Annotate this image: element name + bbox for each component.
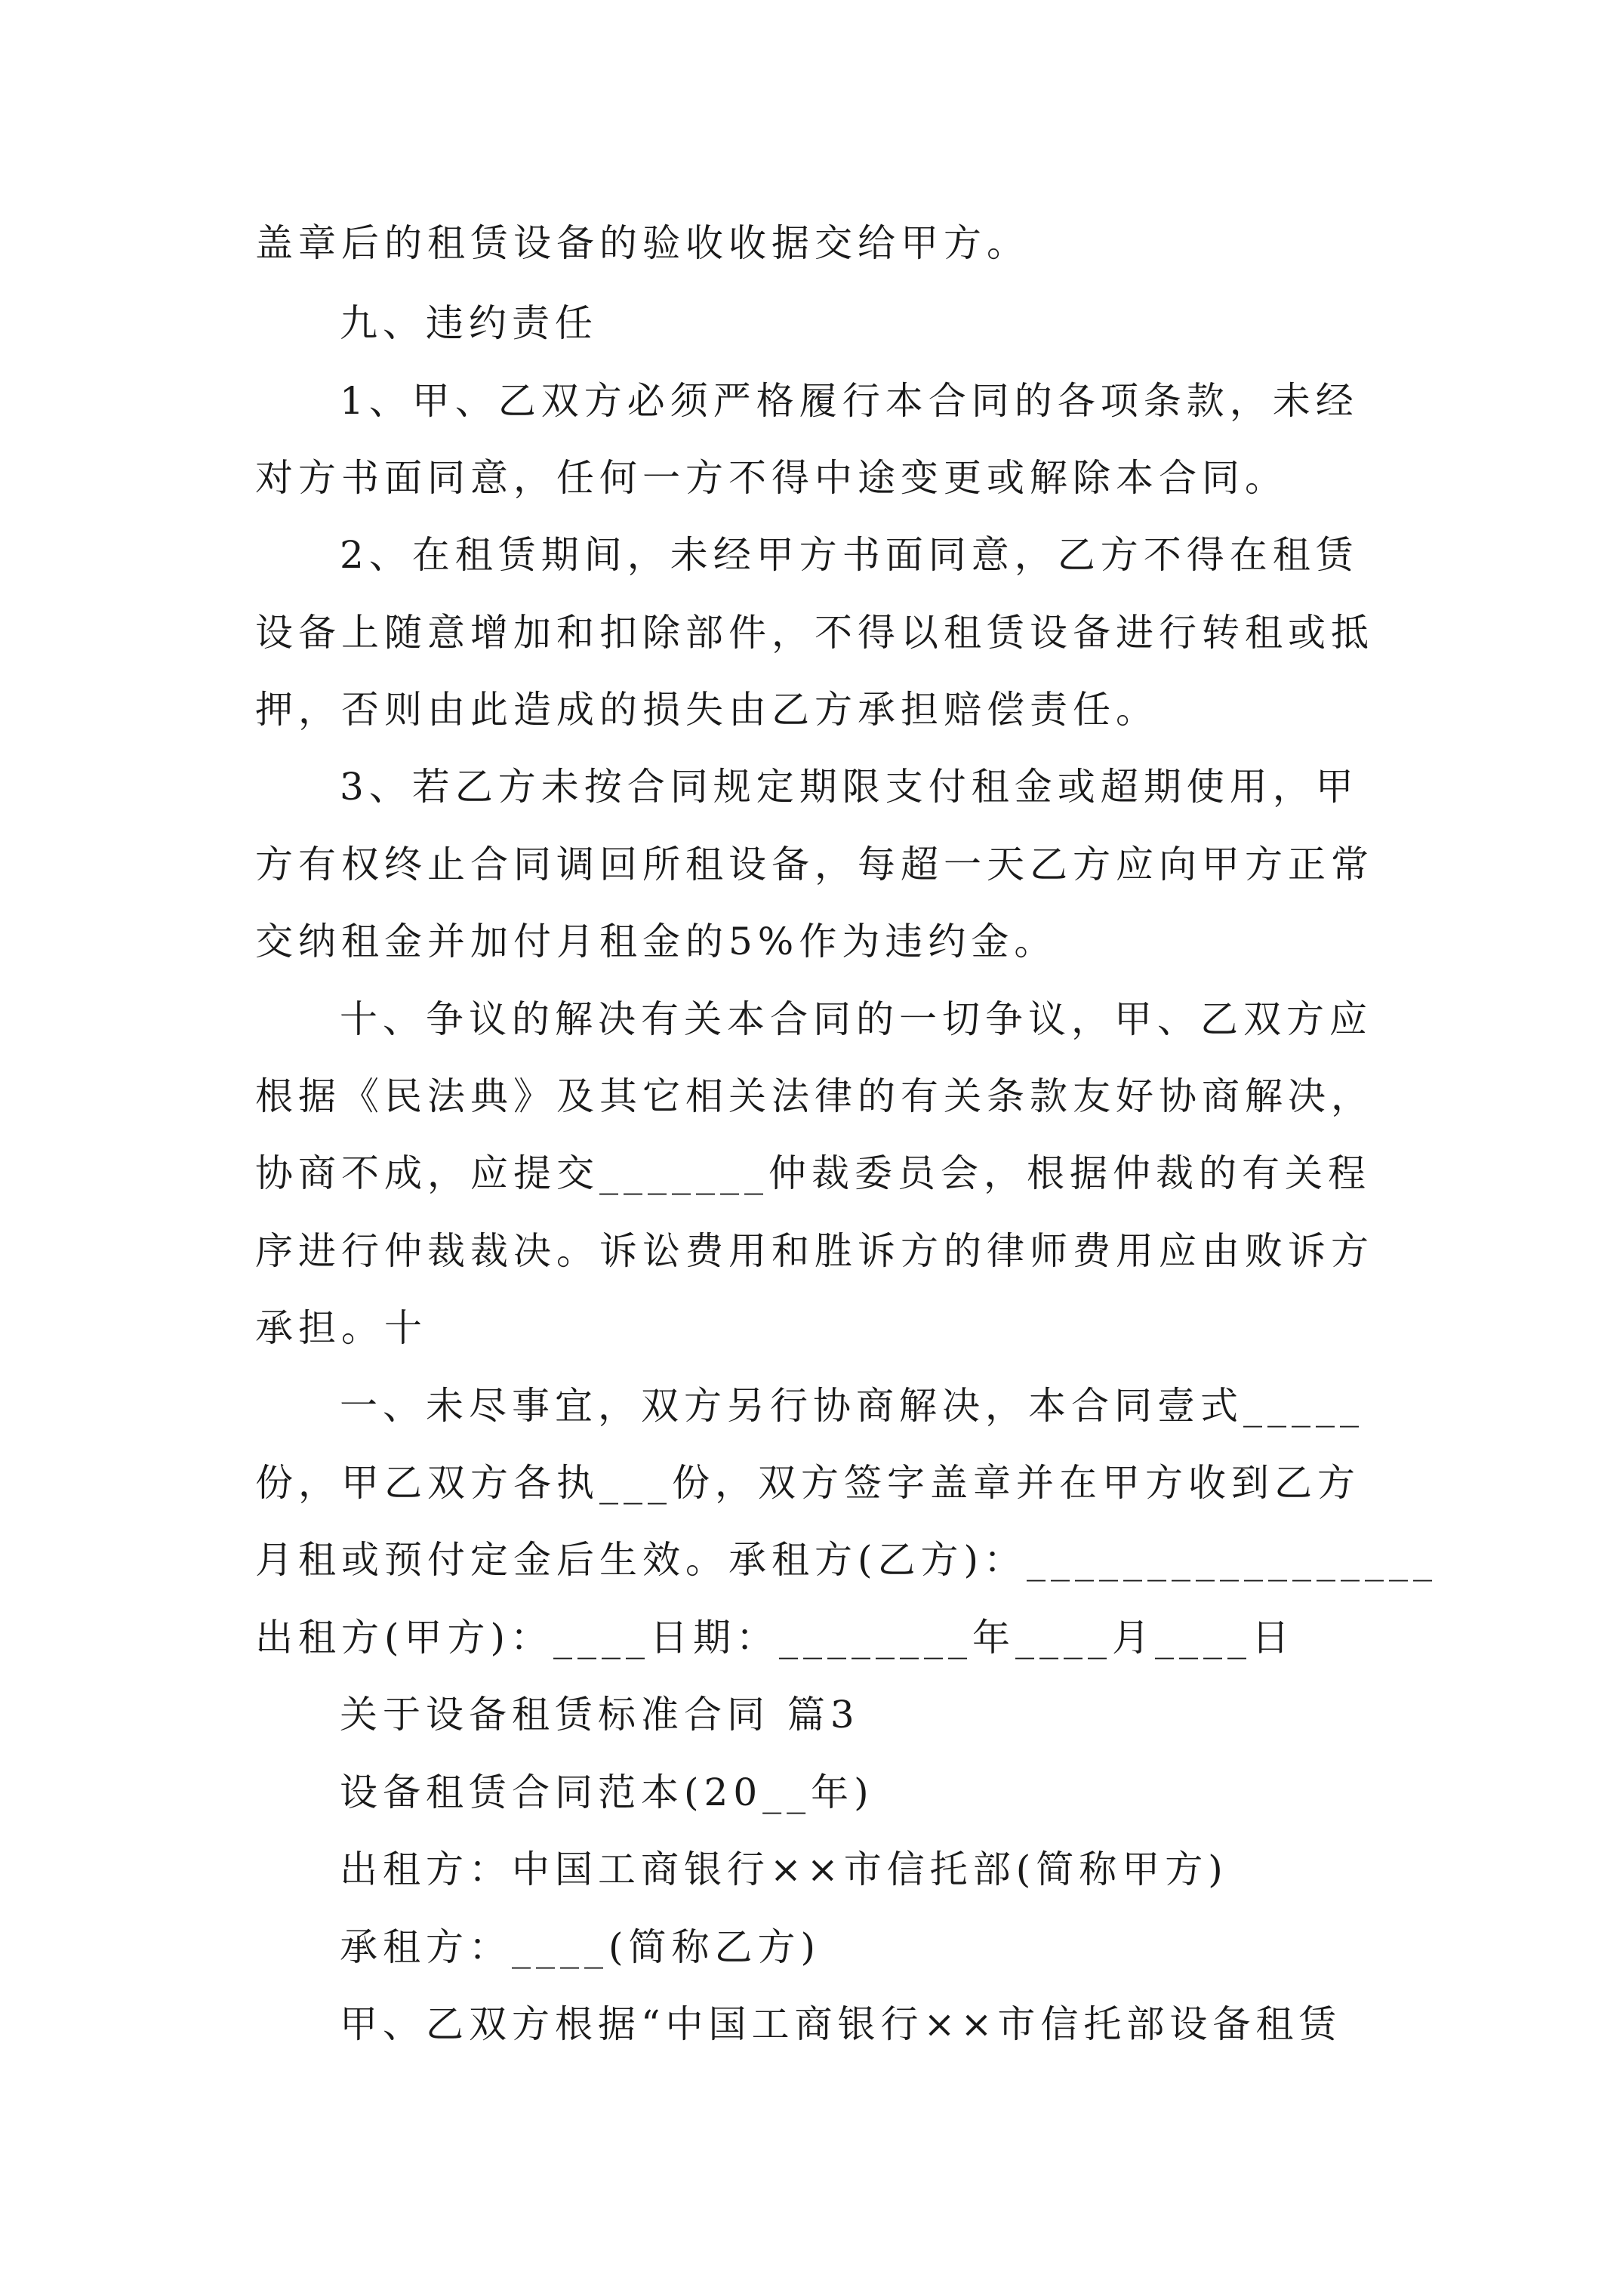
text-line: 十、争议的解决有关本合同的一切争议，甲、乙双方应 xyxy=(340,997,1372,1041)
text-line: 3、若乙方未按合同规定期限支付租金或超期使用，甲 xyxy=(340,765,1359,809)
text-line: 甲、乙双方根据“中国工商银行××市信托部设备租赁 xyxy=(340,2002,1342,2046)
section-heading: 九、违约责任 xyxy=(340,301,598,345)
text-line: 设备上随意增加和扣除部件，不得以租赁设备进行转租或抵 xyxy=(255,611,1374,655)
text-line: 月租或预付定金后生效。承租方(乙方)：_________________ xyxy=(255,1538,1438,1582)
text-line: 根据《民法典》及其它相关法律的有关条款友好协商解决， xyxy=(255,1074,1374,1118)
text-line: 序进行仲裁裁决。诉讼费用和胜诉方的律师费用应由败诉方 xyxy=(255,1229,1374,1273)
text-line: 一、未尽事宜，双方另行协商解决，本合同壹式_____ xyxy=(340,1384,1364,1428)
text-line: 盖章后的租赁设备的验收收据交给甲方。 xyxy=(255,221,1030,265)
text-line: 设备租赁合同范本(20__年) xyxy=(340,1771,874,1814)
text-line: 对方书面同意，任何一方不得中途变更或解除本合同。 xyxy=(255,456,1288,500)
text-line: 出租方(甲方)：____日期：________年____月____日 xyxy=(255,1616,1295,1660)
section-heading: 关于设备租赁标准合同 篇3 xyxy=(340,1693,860,1737)
text-line: 押，否则由此造成的损失由乙方承担赔偿责任。 xyxy=(255,688,1159,732)
text-line: 份，甲乙双方各执___份，双方签字盖章并在甲方收到乙方 xyxy=(255,1461,1360,1505)
text-line: 交纳租金并加付月租金的5%作为违约金。 xyxy=(255,920,1058,963)
text-line: 协商不成，应提交_______仲裁委员会，根据仲裁的有关程 xyxy=(255,1151,1371,1195)
text-line: 1、甲、乙双方必须严格履行本合同的各项条款，未经 xyxy=(340,379,1359,423)
text-line: 2、在租赁期间，未经甲方书面同意，乙方不得在租赁 xyxy=(340,533,1359,577)
text-line: 出租方：中国工商银行××市信托部(简称甲方) xyxy=(340,1848,1228,1891)
text-line: 承租方：____(简称乙方) xyxy=(340,1925,821,1969)
text-line: 承担。十 xyxy=(255,1306,427,1350)
text-line: 方有权终止合同调回所租设备，每超一天乙方应向甲方正常 xyxy=(255,843,1374,886)
